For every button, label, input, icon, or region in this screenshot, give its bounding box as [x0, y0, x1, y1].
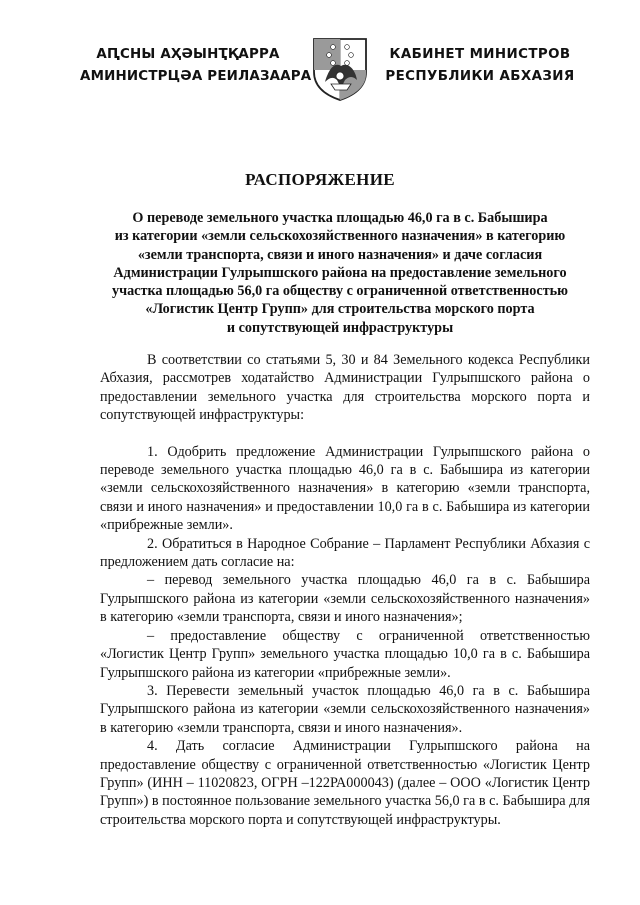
preamble-paragraph: В соответствии со статьями 5, 30 и 84 Земельного кодекса Республики Абхазия, рассмотрев ходатайство Администрации Гулрыпшского района о предоставлении земельного участка для строительства морского порта и сопутствующей инфраструктуры:: [100, 352, 590, 424]
order-item-3: 3. Перевести земельный участок площадью 46,0 га в с. Бабышира Гулрыпшского района из категории «земли сельскохозяйственного назначения» в категорию «земли транспорта, связи и иного назначения».: [100, 682, 590, 736]
header-russian-line1: КАБИНЕТ МИНИСТРОВ: [389, 47, 571, 62]
document-title: РАСПОРЯЖЕНИЕ: [245, 170, 395, 189]
subject-line: Администрации Гулрыпшского района на предоставление земельного: [113, 264, 567, 281]
order-item-2-subitem-1: – перевод земельного участка площадью 46,0 га в с. Бабышира Гулрыпшского района из категории «земли сельскохозяйственного назначения» в категорию «земли транспорта, связи и иного назначения»;: [100, 572, 590, 626]
document-subject: [100, 209, 580, 337]
header-abkhaz-line2: АМИНИСТРЦӘА РЕИЛАЗААРА: [80, 69, 312, 84]
subject-line: участка площадью 56,0 га обществу с ограниченной ответственностью: [111, 283, 569, 300]
subject-line: из категории «земли сельскохозяйственного назначения» в категорию: [114, 228, 566, 245]
document-body: [100, 351, 590, 829]
order-item-2: 2. Обратиться в Народное Собрание – Парламент Республики Абхазия с предложением дать согласие на:: [100, 535, 590, 571]
header-abkhaz-line1: АԤСНЫ АҲӘЫНҬҚАРРА: [96, 47, 280, 62]
header-russian: [380, 44, 580, 88]
order-item-1: 1. Одобрить предложение Администрации Гулрыпшского района о переводе земельного участка площадью 46,0 га в с. Бабышира из категории «земли сельскохозяйственного назначения» в категорию «земли транспорта, связи и иного назначения» и предоставлении 10,0 га в с. Бабышира из категории «прибрежные земли».: [100, 443, 590, 534]
header-russian-line2: РЕСПУБЛИКИ АБХАЗИЯ: [385, 69, 575, 84]
subject-line: «земли транспорта, связи и иного назначения» и даче согласия: [137, 246, 543, 263]
coat-of-arms-emblem-icon: [311, 36, 369, 102]
order-item-2-subitem-2: – предоставление обществу с ограниченной ответственностью «Логистик Центр Групп» земельного участка площадью 10,0 га в с. Бабышира Гулрыпшского района из категории «прибрежные земли».: [100, 627, 590, 681]
subject-line: и сопутствующей инфраструктуры: [226, 319, 454, 336]
subject-line: «Логистик Центр Групп» для строительства морского порта: [145, 301, 535, 318]
order-item-4: 4. Дать согласие Администрации Гулрыпшского района на предоставление обществу с ограниченной ответственностью «Логистик Центр Групп» (ИНН – 11020823, ОГРН –122РА000043) (далее – ООО «Логистик Центр Групп») в постоянное пользование земельного участка 56,0 га в с. Бабышира для строительства морского порта и сопутствующей инфраструктуры.: [100, 738, 590, 828]
header-abkhaz: [80, 44, 312, 88]
subject-line: О переводе земельного участка площадью 46,0 га в с. Бабышира: [132, 210, 548, 226]
